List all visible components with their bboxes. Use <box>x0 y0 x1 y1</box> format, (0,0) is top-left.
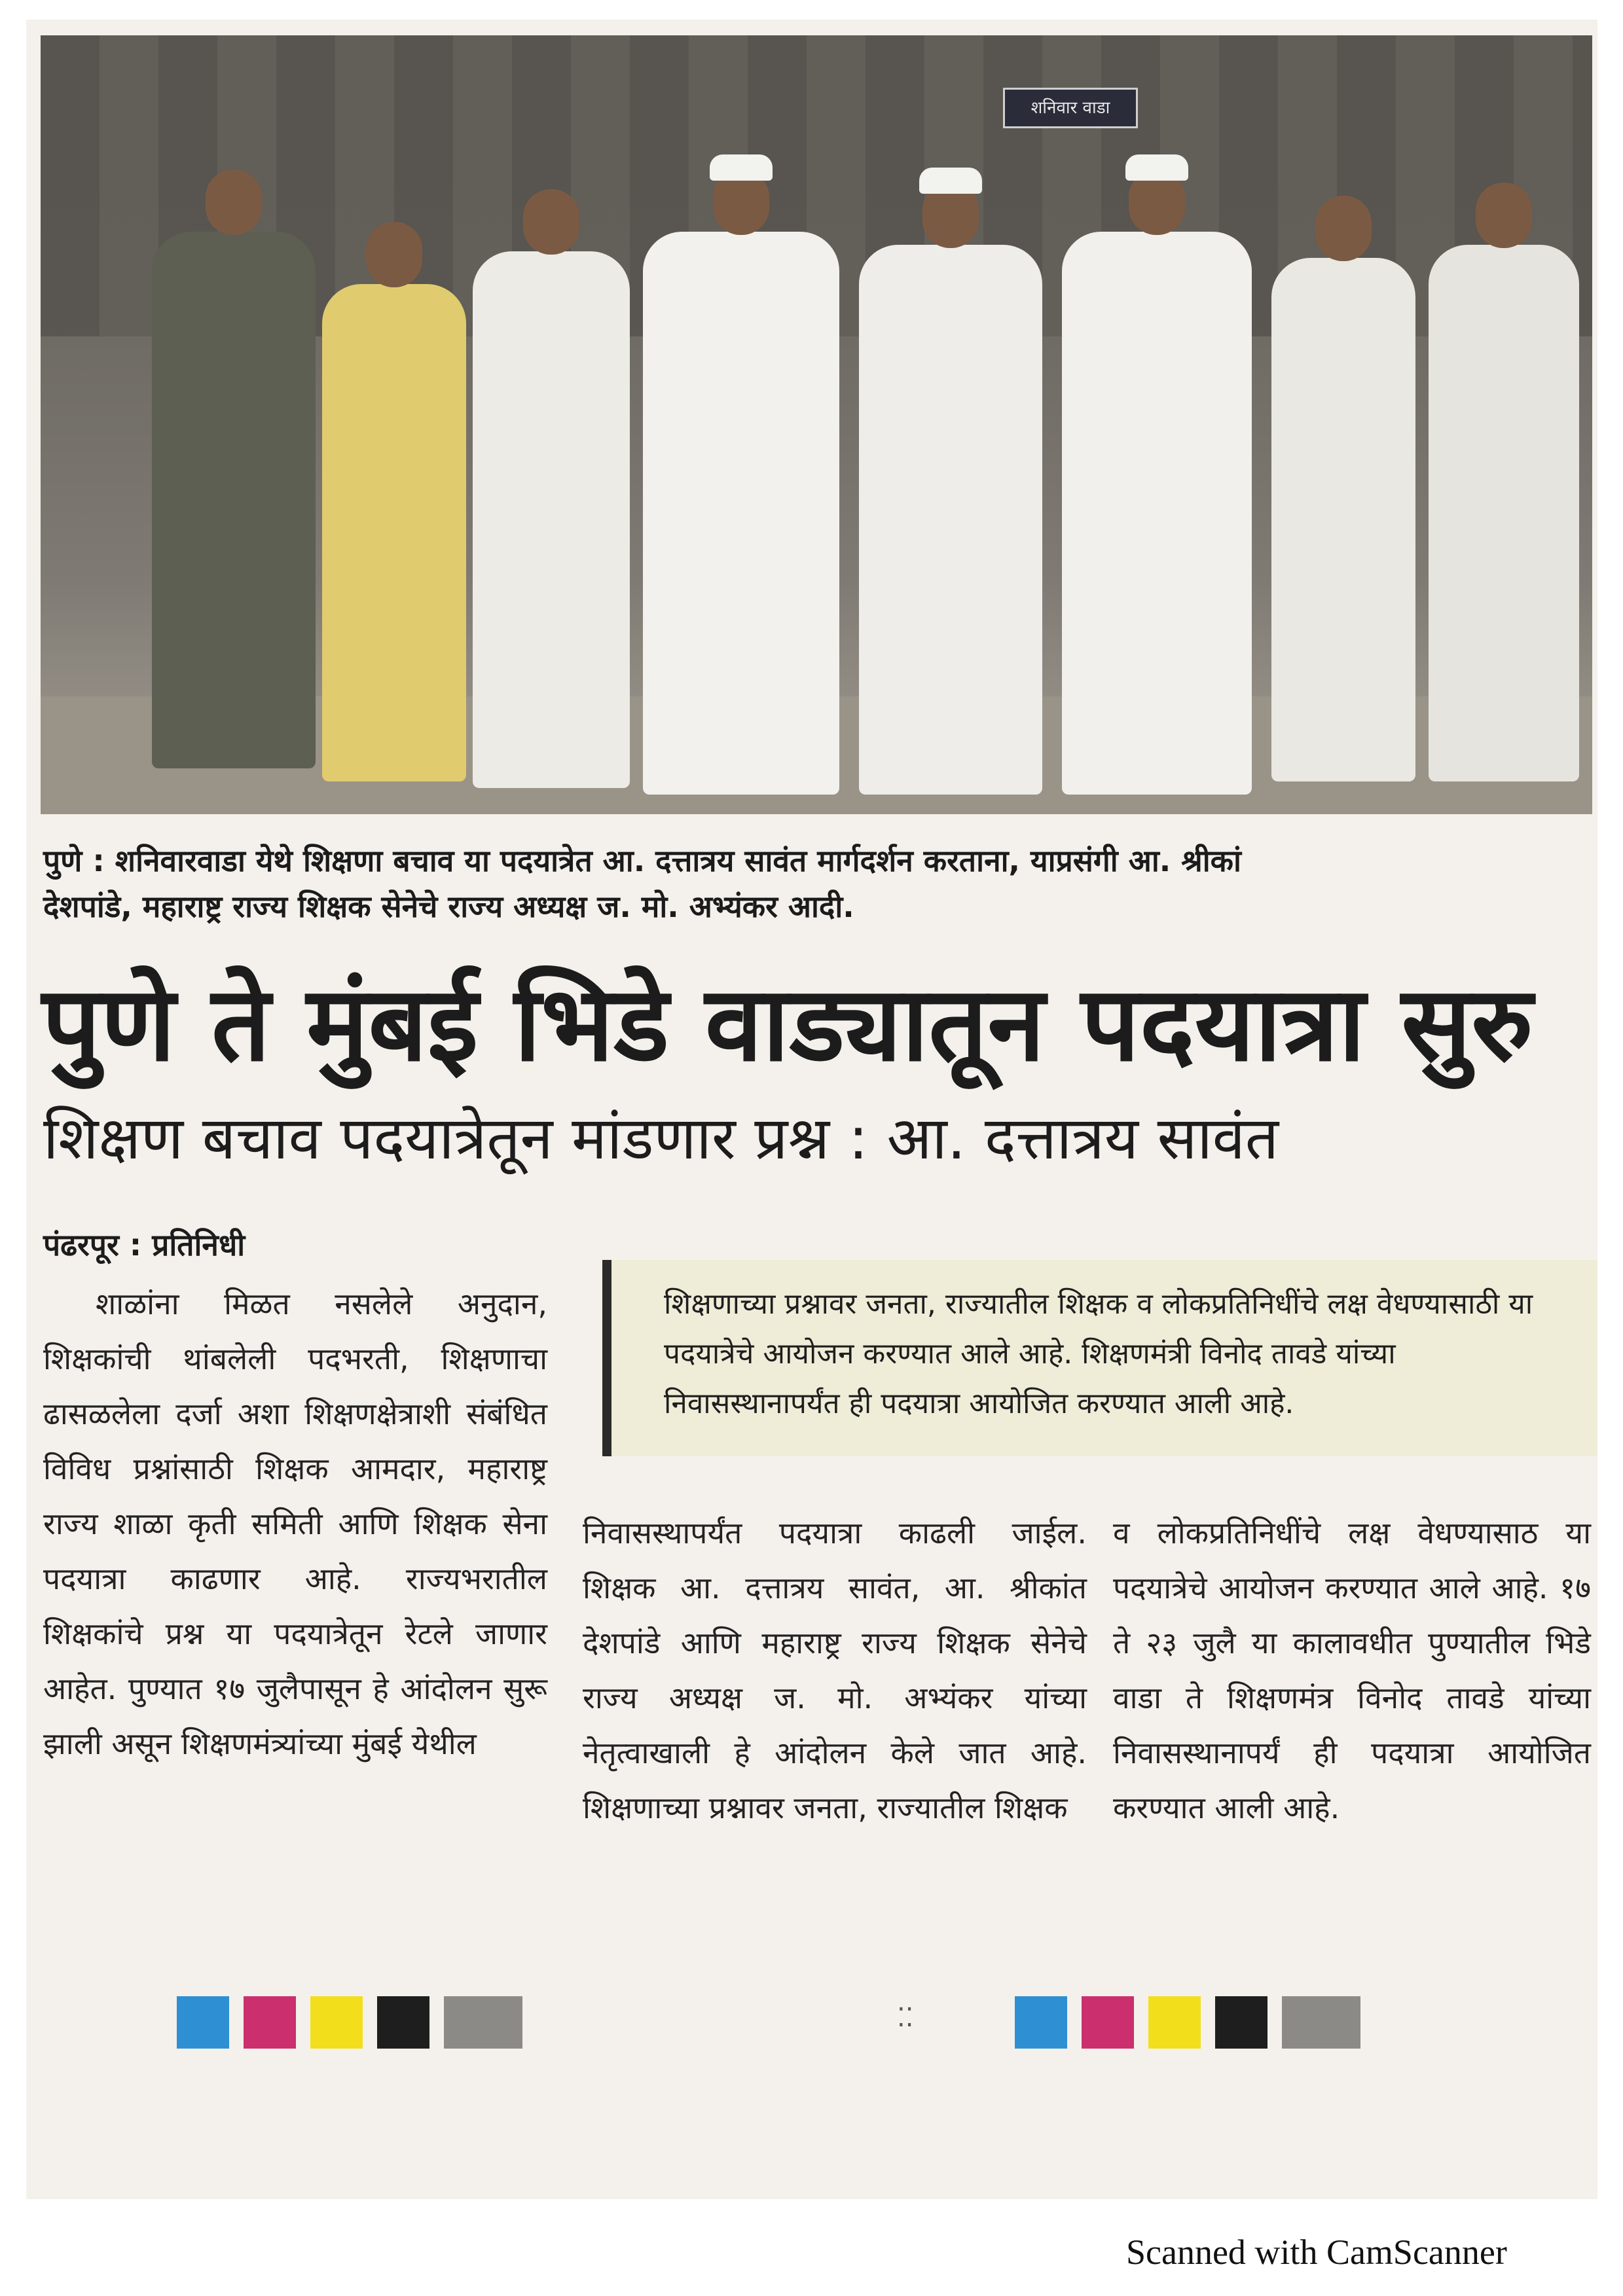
color-swatch <box>244 1996 296 2049</box>
news-photo <box>41 35 1592 814</box>
subheadline: शिक्षण बचाव पदयात्रेतून मांडणार प्रश्न : आ. दत्तात्रय सावंत <box>43 1104 1279 1173</box>
color-swatch <box>1148 1996 1201 2049</box>
color-bar-left <box>177 1996 522 2049</box>
caption-line: पुणे : शनिवारवाडा येथे शिक्षणा बचाव या पदयात्रेत आ. दत्तात्रय सावंत मार्गदर्शन करताना, याप्रसंगी आ. श्रीकां <box>43 843 1241 878</box>
photo-person <box>152 232 316 768</box>
photo-sign: शनिवार वाडा <box>1003 88 1138 128</box>
photo-person <box>1429 245 1579 781</box>
color-swatch <box>310 1996 363 2049</box>
photo-person <box>859 245 1042 795</box>
headline: पुणे ते मुंबई भिडे वाड्यातून पदयात्रा सुरु <box>42 964 1533 1085</box>
article-column-1: शाळांना मिळत नसलेले अनुदान, शिक्षकांची थांबलेली पदभरती, शिक्षणाचा ढासळलेला दर्जा अशा शिक्षणक्षेत्राशी संबंधित विविध प्रश्नांसाठी शिक्षक आमदार, महाराष्ट्र राज्य शाळा कृती समिती आणि शिक्षक सेना पदयात्रा काढणार आहे. राज्यभरातील शिक्षकांचे प्रश्न या पदयात्रेतून रेटले जाणार आहेत. पुण्यात १७ जुलैपासून हे आंदोलन सुरू झाली असून शिक्षणमंत्र्यांच्या मुंबई येथील <box>43 1286 547 1761</box>
color-swatch <box>177 1996 229 2049</box>
byline: पंढरपूर : प्रतिनिधी <box>43 1227 246 1263</box>
scanner-watermark: Scanned with CamScanner <box>1126 2233 1507 2272</box>
photo-person <box>473 251 630 788</box>
photo-person <box>1062 232 1252 795</box>
color-swatch <box>1015 1996 1067 2049</box>
article-column-2: निवासस्थापर्यंत पदयात्रा काढली जाईल. शिक्षक आ. दत्तात्रय सावंत, आ. श्रीकांत देशपांडे आणि महाराष्ट्र राज्य शिक्षक सेनेचे राज्य अध्यक्ष ज. मो. अभ्यंकर यांच्या नेतृत्वाखाली हे आंदोलन केले जात आहे. शिक्षणाच्या प्रश्नावर जनता, राज्यातील शिक्षक <box>583 1515 1087 1825</box>
caption-line: देशपांडे, महाराष्ट्र राज्य शिक्षक सेनेचे राज्य अध्यक्ष ज. मो. अभ्यंकर आदी. <box>43 889 854 924</box>
newspaper-page <box>26 20 1597 2199</box>
article-column-3: व लोकप्रतिनिधींचे लक्ष वेधण्यासाठ या पदयात्रेचे आयोजन करण्यात आले आहे. १७ ते २३ जुलै या कालावधीत पुण्यातील भिडे वाडा ते शिक्षणमंत्र विनोद तावडे यांच्या निवासस्थानापर्यं ही पदयात्रा आयोजित करण्यात आली आहे. <box>1113 1515 1591 1825</box>
color-swatch <box>377 1996 429 2049</box>
pull-quote: शिक्षणाच्या प्रश्नावर जनता, राज्यातील शिक्षक व लोकप्रतिनिधींचे लक्ष वेधण्यासाठी या पदयात्रेचे आयोजन करण्यात आले आहे. शिक्षणमंत्री विनोद तावडे यांच्या निवासस्थानापर्यंत ही पदयात्रा आयोजित करण्यात आली आहे. <box>602 1260 1597 1456</box>
photo-person <box>643 232 839 795</box>
color-swatch <box>1082 1996 1134 2049</box>
registration-dots: ⁚⁚ <box>897 2003 914 2033</box>
color-bar-right <box>1015 1996 1360 2049</box>
photo-person <box>322 284 466 781</box>
color-swatch <box>1282 1996 1360 2049</box>
color-swatch <box>444 1996 522 2049</box>
photo-person <box>1271 258 1415 781</box>
color-swatch <box>1215 1996 1267 2049</box>
photo-caption <box>43 838 1588 929</box>
